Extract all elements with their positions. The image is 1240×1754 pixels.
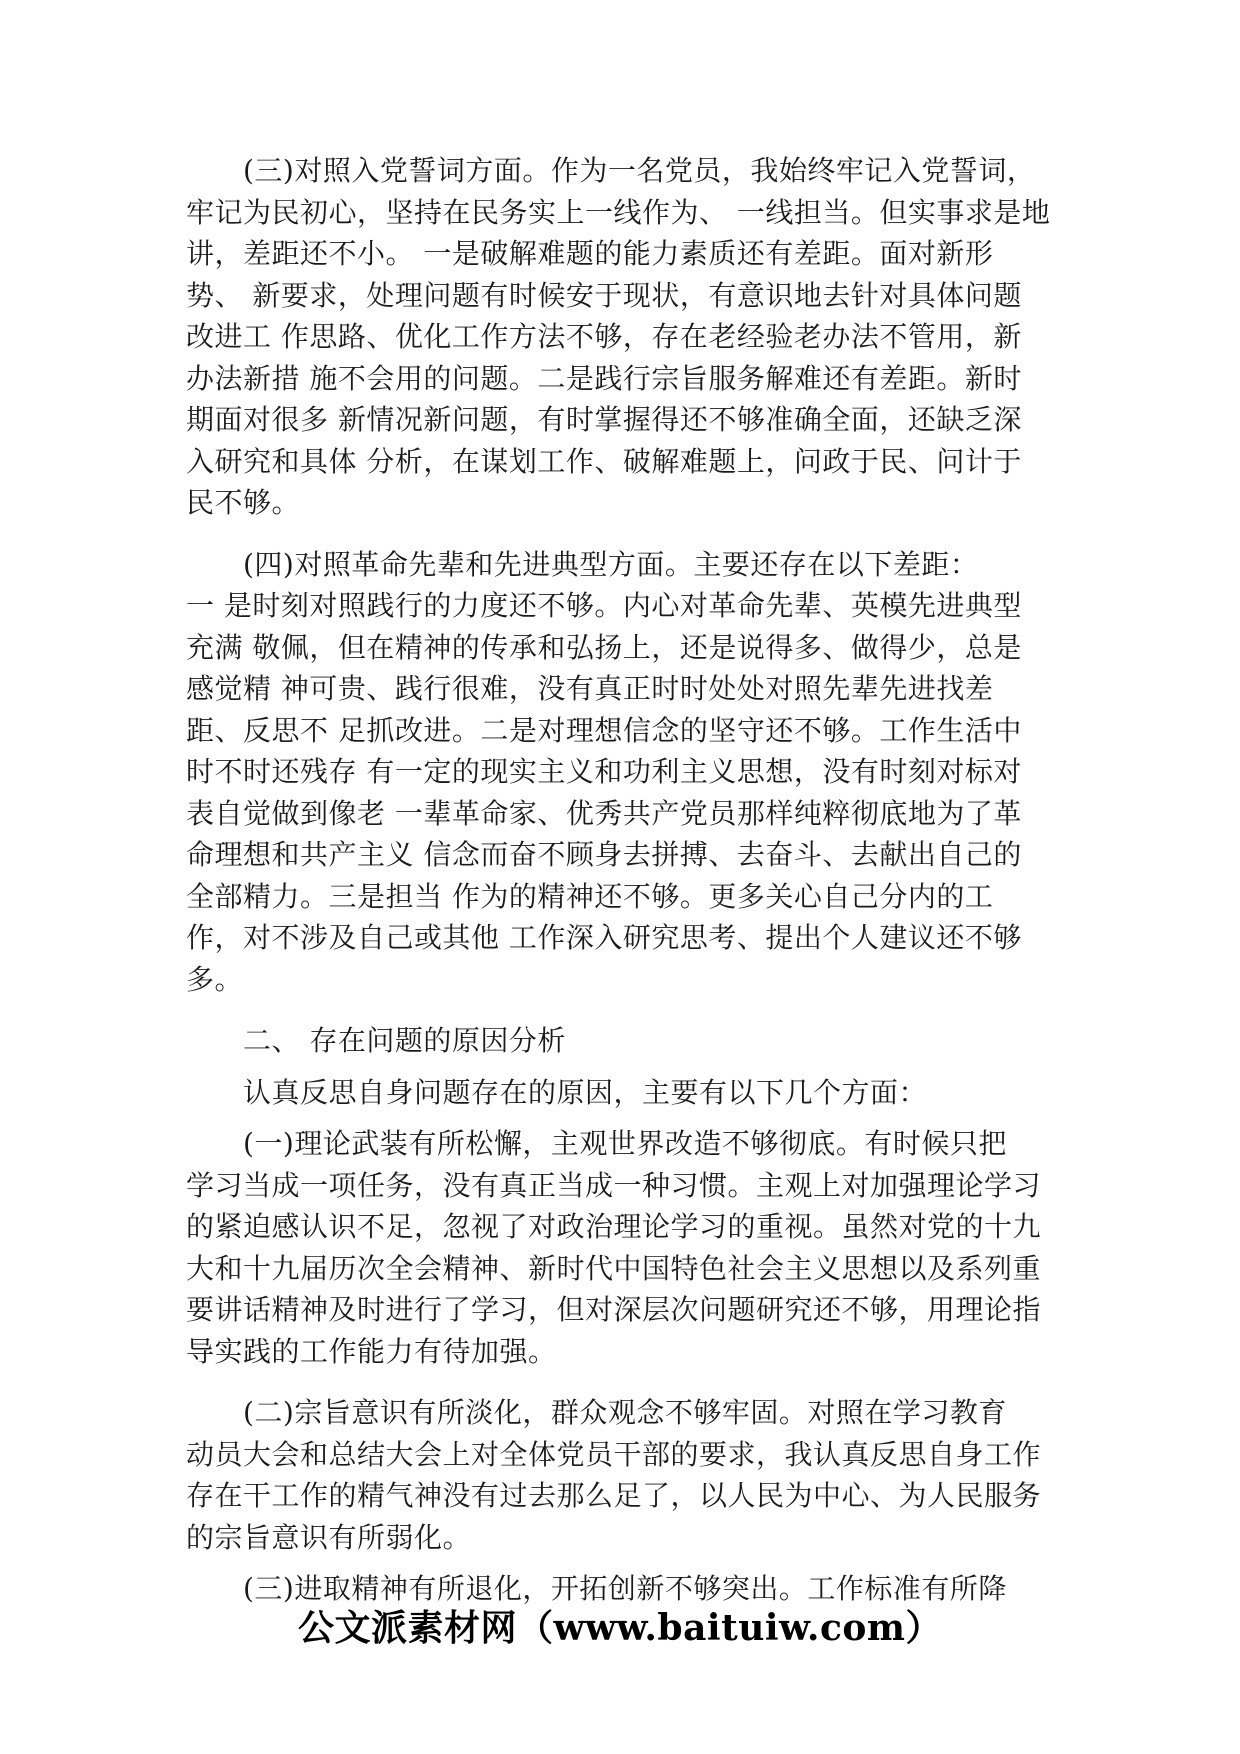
text-line: 民不够。 [186,486,301,519]
footer-watermark: 公文派素材网（www.baituiw.com） [298,1607,942,1649]
text-line: (一)理论武装有所松懈，主观世界改造不够彻底。有时候只把 [186,1127,1007,1160]
text-line: 大和十九届历次全会精神、新时代中国特色社会主义思想以及系列重 [186,1251,1042,1285]
text-line: 距、反思不 足抓改进。二是对理想信念的坚守还不够。工作生活中 [186,713,1022,747]
text-line: 多。 [186,962,244,996]
paragraph-intro [186,1072,1056,1114]
text-line: 全部精力。三是担当 作为的精神还不够。更多关心自己分内的工 [186,879,994,913]
text-line: 动员大会和总结大会上对全体党员干部的要求，我认真反思自身工作 [186,1437,1042,1471]
heading-line: 二、 存在问题的原因分析 [186,1024,566,1057]
text-line: 时不时还残存 有一定的现实主义和功利主义思想，没有时刻对标对 [186,755,1022,788]
text-line: (三)进取精神有所退化，开拓创新不够突出。工作标准有所降 [186,1572,1007,1605]
paragraph-theory [186,1123,1056,1372]
text-line: 感觉精 神可贵、践行很难，没有真正时时处处对照先辈先进找差 [186,672,994,705]
text-line: 牢记为民初心，坚持在民务实上一线作为、 一线担当。但实事求是地 [186,195,1051,229]
paragraph-revolutionary-predecessors [186,544,1056,1001]
text-line: 作，对不涉及自己或其他 工作深入研究思考、提出个人建议还不够 [186,921,1022,954]
text-line: 改进工 作思路、优化工作方法不够，存在老经验老办法不管用，新 [186,320,1022,353]
text-line: (三)对照入党誓词方面。作为一名党员，我始终牢记入党誓词， [186,154,1036,187]
text-line: 一 是时刻对照践行的力度还不够。内心对革命先辈、英模先进典型 [186,589,1022,622]
text-line: (二)宗旨意识有所淡化，群众观念不够牢固。对照在学习教育 [186,1396,1007,1429]
text-line: 导实践的工作能力有待加强。 [186,1334,557,1368]
text-line: 认真反思自身问题存在的原因，主要有以下几个方面： [186,1075,928,1109]
text-line: 入研究和具体 分析，在谋划工作、破解难题上，问政于民、问计于 [186,444,1022,478]
text-line: 的宗旨意识有所弱化。 [186,1520,472,1554]
text-line: 要讲话精神及时进行了学习，但对深层次问题研究还不够，用理论指 [186,1293,1042,1326]
text-line: 期面对很多 新情况新问题，有时掌握得还不够准确全面，还缺乏深 [186,403,1022,436]
text-line: 存在干工作的精气神没有过去那么足了，以人民为中心、为人民服务 [186,1479,1042,1512]
paragraph-purpose [186,1392,1056,1558]
text-line: 充满 敬佩，但在精神的传承和弘扬上，还是说得多、做得少，总是 [186,630,1022,664]
text-line: 势、 新要求，处理问题有时候安于现状，有意识地去针对具体问题 [186,278,1022,312]
document-body [186,150,1056,1610]
text-line: 讲，差距还不小。 一是破解难题的能力素质还有差距。面对新形 [186,237,994,270]
text-line: 表自觉做到像老 一辈革命家、优秀共产党员那样纯粹彻底地为了革 [186,796,1022,830]
text-line: 学习当成一项任务，没有真正当成一种习惯。主观上对加强理论学习 [186,1168,1042,1202]
text-line: 办法新措 施不会用的问题。二是践行宗旨服务解难还有差距。新时 [186,361,1022,395]
text-line: 命理想和共产主义 信念而奋不顾身去拼搏、去奋斗、去献出自己的 [186,838,1022,871]
section-heading [186,1020,1056,1062]
text-line: (四)对照革命先辈和先进典型方面。主要还存在以下差距： [186,547,979,581]
text-line: 的紧迫感认识不足，忽视了对政治理论学习的重视。虽然对党的十九 [186,1210,1042,1243]
paragraph-oath [186,150,1056,524]
